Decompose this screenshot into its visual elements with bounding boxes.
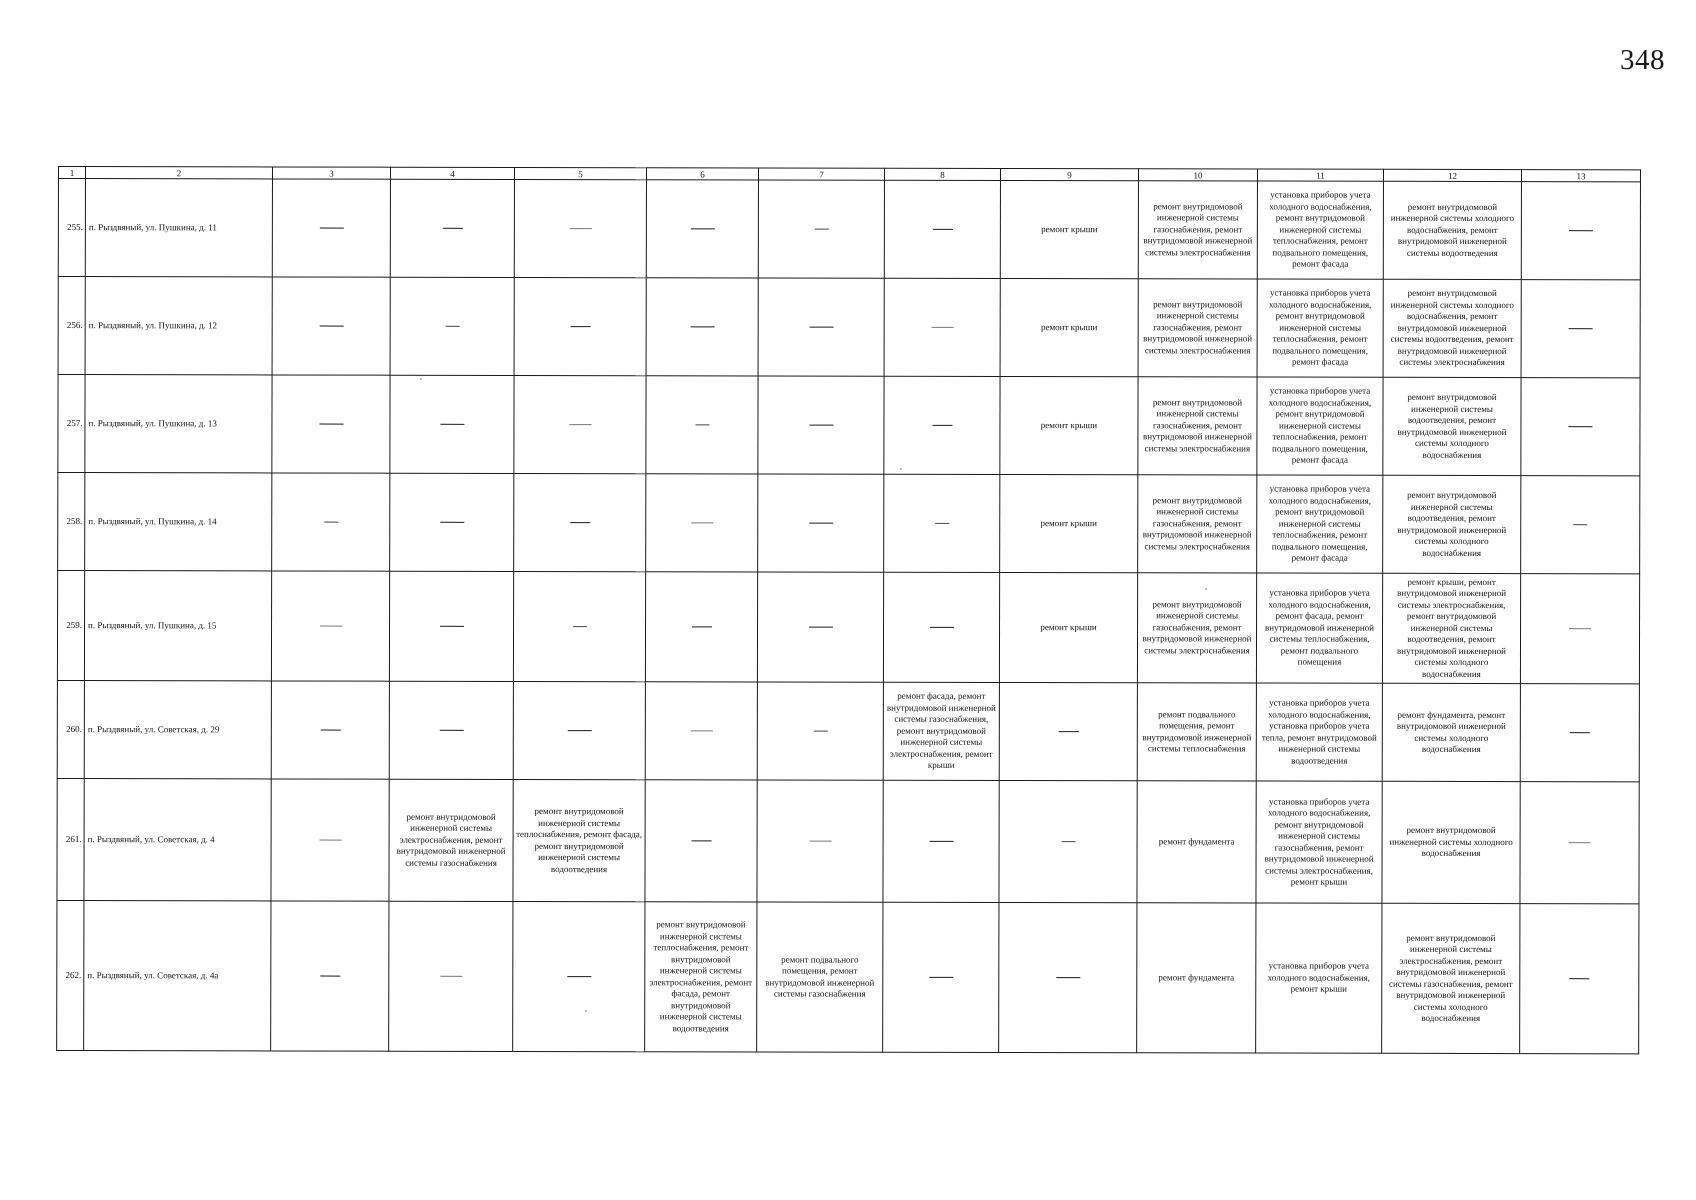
- empty-cell-col-3: [272, 473, 390, 571]
- dash-mark: [324, 522, 338, 523]
- dash-mark: [1058, 731, 1078, 732]
- dash-mark: [932, 425, 952, 426]
- dash-mark: [809, 627, 833, 628]
- dash-mark: [319, 228, 343, 229]
- address-cell: п. Рыздвяный, ул. Советская, д. 29: [84, 681, 271, 779]
- table-row: [58, 179, 1640, 280]
- works-table: [56, 166, 1641, 1054]
- dash-mark: [573, 626, 587, 627]
- dash-mark: [570, 326, 590, 327]
- work-cell-col-10: ремонт внутридомовой инженерной системы газоснабжения, ремонт внутридомовой инженерной системы электроснабжения: [1138, 475, 1257, 573]
- empty-cell-col-5: [513, 901, 645, 1051]
- work-cell-col-10: ремонт внутридомовой инженерной системы газоснабжения, ремонт внутридомовой инженерной системы электроснабжения: [1138, 377, 1257, 475]
- empty-cell-col-4: [390, 473, 514, 571]
- work-cell-col-10: ремонт внутридомовой инженерной системы газоснабжения, ремонт внутридомовой инженерной системы электроснабжения: [1138, 279, 1257, 377]
- work-cell-col-9: ремонт крыши: [1000, 474, 1138, 572]
- empty-cell-col-5: [514, 473, 646, 571]
- dash-mark: [809, 327, 833, 328]
- work-cell-col-11: установка приборов учета холодного водоснабжения, ремонт крыши: [1256, 903, 1382, 1053]
- dash-mark: [814, 229, 828, 230]
- empty-cell-col-4: [389, 571, 513, 681]
- empty-cell-col-13: [1521, 378, 1640, 476]
- empty-cell-col-6: [646, 180, 758, 278]
- dash-mark: [931, 327, 953, 328]
- dash-mark: [929, 977, 953, 978]
- dash-mark: [809, 841, 831, 842]
- dash-mark: [567, 730, 591, 731]
- row-number: 262.: [57, 900, 84, 1050]
- dash-mark: [569, 424, 591, 425]
- dash-mark: [440, 424, 464, 425]
- address-cell: п. Рыздвяный, ул. Пушкина, д. 15: [84, 571, 271, 681]
- dash-mark: [320, 976, 340, 977]
- work-cell-col-10: ремонт фундамента: [1137, 781, 1256, 903]
- work-cell-col-12: ремонт крыши, ремонт внутридомовой инженерной системы электроснабжения, ремонт внутридомовой инженерной системы водоотведения, ремонт внутридомовой инженерной системы холодного водоснабжения: [1382, 573, 1520, 683]
- empty-cell-col-3: [271, 779, 389, 901]
- empty-cell-col-8: [883, 902, 999, 1052]
- empty-cell-col-6: [645, 572, 757, 682]
- dash-mark: [695, 425, 709, 426]
- empty-cell-col-3: [272, 277, 390, 375]
- empty-cell-col-3: [272, 179, 390, 277]
- row-number: 261.: [57, 778, 84, 900]
- empty-cell-col-6: [646, 474, 758, 572]
- work-cell-col-9: ремонт крыши: [1000, 376, 1138, 474]
- table-row: [58, 375, 1640, 476]
- dash-mark: [1569, 328, 1593, 329]
- empty-cell-col-13: [1520, 574, 1639, 684]
- empty-cell-col-7: [758, 474, 884, 572]
- address-cell: п. Рыздвяный, ул. Пушкина, д. 11: [85, 179, 272, 277]
- column-header-12: 12: [1383, 169, 1521, 181]
- row-number: 256.: [58, 277, 85, 375]
- dash-mark: [809, 425, 833, 426]
- empty-cell-col-3: [271, 901, 389, 1051]
- dash-mark: [813, 731, 827, 732]
- page-number: 348: [1620, 44, 1665, 76]
- empty-cell-col-7: [757, 780, 883, 902]
- empty-cell-col-6: [646, 278, 758, 376]
- table-row: [57, 900, 1639, 1053]
- empty-cell-col-8: [883, 572, 999, 682]
- column-header-11: 11: [1257, 169, 1383, 181]
- work-cell-col-9: ремонт крыши: [999, 572, 1137, 682]
- empty-cell-col-6: [645, 780, 757, 902]
- empty-cell-col-13: [1521, 182, 1640, 280]
- dash-mark: [1568, 426, 1592, 427]
- work-cell-col-11: установка приборов учета холодного водоснабжения, ремонт внутридомовой инженерной системы газоснабжения, ремонт внутридомовой инженерной системы электроснабжения, ремонт крыши: [1256, 781, 1382, 903]
- column-header-10: 10: [1138, 169, 1257, 181]
- empty-cell-col-4: [390, 277, 514, 375]
- dash-mark: [320, 626, 342, 627]
- empty-cell-col-5: [513, 571, 645, 681]
- empty-cell-col-4: [389, 681, 513, 779]
- empty-cell-col-6: [646, 376, 758, 474]
- work-cell-col-10: ремонт внутридомовой инженерной системы газоснабжения, ремонт внутридомовой инженерной системы электроснабжения: [1138, 181, 1257, 279]
- work-cell-col-12: ремонт внутридомовой инженерной системы электроснабжения, ремонт внутридомовой инженерной системы газоснабжения, ремонт внутридомовой инженерной системы холодного водоснабжения: [1382, 903, 1520, 1053]
- empty-cell-col-8: [883, 780, 999, 902]
- address-cell: п. Рыздвяный, ул. Пушкина, д. 14: [85, 473, 272, 571]
- empty-cell-col-6: [645, 682, 757, 780]
- empty-cell-col-7: [758, 278, 884, 376]
- table-row: [57, 680, 1639, 781]
- dash-mark: [690, 326, 714, 327]
- empty-cell-col-13: [1521, 476, 1640, 574]
- empty-cell-col-13: [1520, 684, 1639, 782]
- dash-mark: [1569, 230, 1593, 231]
- dash-mark: [1569, 978, 1589, 979]
- row-number: 258.: [58, 473, 85, 571]
- column-header-1: 1: [58, 167, 85, 179]
- dash-mark: [1569, 842, 1591, 843]
- work-cell-col-11: установка приборов учета холодного водоснабжения, ремонт внутридомовой инженерной системы теплоснабжения, ремонт подвального помещения, ремонт фасада: [1257, 279, 1383, 377]
- column-header-13: 13: [1521, 170, 1640, 182]
- dash-mark: [439, 730, 463, 731]
- table-row: [57, 571, 1639, 684]
- empty-cell-col-9: [999, 780, 1137, 902]
- column-header-7: 7: [758, 168, 884, 180]
- dash-mark: [440, 522, 464, 523]
- dash-mark: [809, 523, 833, 524]
- empty-cell-col-4: [390, 375, 514, 473]
- work-cell-col-10: ремонт внутридомовой инженерной системы газоснабжения, ремонт внутридомовой инженерной системы электроснабжения: [1137, 573, 1256, 683]
- work-cell-col-12: ремонт внутридомовой инженерной системы холодного водоснабжения, ремонт внутридомовой инженерной системы водоотведения, ремонт внутридомовой инженерной системы электроснабжения: [1383, 279, 1521, 377]
- dash-mark: [445, 326, 459, 327]
- empty-cell-col-8: [884, 376, 1000, 474]
- empty-cell-col-7: [758, 180, 884, 278]
- empty-cell-col-3: [272, 375, 390, 473]
- dash-mark: [570, 522, 590, 523]
- column-header-2: 2: [85, 167, 272, 179]
- work-cell-col-10: ремонт фундамента: [1137, 903, 1256, 1053]
- work-cell-col-7: ремонт подвального помещения, ремонт внутридомовой инженерной системы газоснабжения: [757, 902, 883, 1052]
- dash-mark: [929, 841, 953, 842]
- work-cell-col-12: ремонт внутридомовой инженерной системы водоотведения, ремонт внутридомовой инженерной системы холодного водоснабжения: [1383, 475, 1521, 573]
- table-row: [58, 277, 1640, 378]
- row-number: 257.: [58, 375, 85, 473]
- empty-cell-col-9: [999, 682, 1137, 780]
- empty-cell-col-7: [758, 376, 884, 474]
- table-row: [57, 778, 1639, 903]
- dash-mark: [1573, 524, 1587, 525]
- dash-mark: [319, 424, 343, 425]
- dash-mark: [1570, 732, 1590, 733]
- address-cell: п. Рыздвяный, ул. Советская, д. 4а: [84, 901, 271, 1051]
- column-header-6: 6: [646, 168, 758, 180]
- empty-cell-col-4: [390, 179, 514, 277]
- address-cell: п. Рыздвяный, ул. Пушкина, д. 13: [85, 375, 272, 473]
- work-cell-col-4: ремонт внутридомовой инженерной системы электроснабжения, ремонт внутридомовой инженерной системы газоснабжения: [389, 779, 513, 901]
- work-cell-col-5: ремонт внутридомовой инженерной системы теплоснабжения, ремонт фасада, ремонт внутридомовой инженерной системы водоотведения: [513, 779, 645, 901]
- dash-mark: [567, 976, 591, 977]
- work-cell-col-6: ремонт внутридомовой инженерной системы теплоснабжения, ремонт внутридомовой инженерной системы электроснабжения, ремонт фасада, ремонт внутридомовой инженерной системы водоотведения: [645, 902, 757, 1052]
- dash-mark: [440, 626, 464, 627]
- column-header-9: 9: [1000, 168, 1138, 180]
- work-cell-col-10: ремонт подвального помещения, ремонт внутридомовой инженерной системы теплоснабжения: [1137, 683, 1256, 781]
- column-header-8: 8: [884, 168, 1000, 180]
- work-cell-col-8: ремонт фасада, ремонт внутридомовой инженерной системы газоснабжения, ремонт внутридомовой инженерной системы электроснабжения, ремонт крыши: [883, 682, 999, 780]
- work-cell-col-11: установка приборов учета холодного водоснабжения, ремонт фасада, ремонт внутридомовой инженерной системы теплоснабжения, ремонт подвального помещения: [1256, 573, 1382, 683]
- empty-cell-col-3: [271, 681, 389, 779]
- column-header-5: 5: [514, 167, 646, 179]
- work-cell-col-9: ремонт крыши: [1000, 278, 1138, 376]
- empty-cell-col-13: [1520, 782, 1639, 904]
- dash-mark: [1569, 628, 1591, 629]
- row-number: 255.: [58, 179, 85, 277]
- row-number: 260.: [57, 680, 84, 778]
- empty-cell-col-3: [271, 571, 389, 681]
- column-header-4: 4: [390, 167, 514, 179]
- dash-mark: [930, 627, 954, 628]
- dash-mark: [691, 523, 713, 524]
- empty-cell-col-13: [1521, 280, 1640, 378]
- dash-mark: [440, 976, 462, 977]
- dash-mark: [569, 228, 591, 229]
- work-cell-col-11: установка приборов учета холодного водоснабжения, ремонт внутридомовой инженерной системы теплоснабжения, ремонт подвального помещения, ремонт фасада: [1257, 181, 1383, 279]
- work-cell-col-12: ремонт фундамента, ремонт внутридомовой инженерной системы холодного водоснабжения: [1382, 683, 1520, 781]
- dash-mark: [690, 228, 714, 229]
- empty-cell-col-7: [757, 682, 883, 780]
- empty-cell-col-5: [514, 375, 646, 473]
- empty-cell-col-5: [514, 277, 646, 375]
- column-header-3: 3: [272, 167, 390, 179]
- work-cell-col-11: установка приборов учета холодного водоснабжения, ремонт внутридомовой инженерной системы теплоснабжения, ремонт подвального помещения, ремонт фасада: [1257, 475, 1383, 573]
- dash-mark: [1056, 977, 1080, 978]
- empty-cell-col-5: [513, 681, 645, 779]
- work-cell-col-9: ремонт крыши: [1000, 180, 1138, 278]
- dash-mark: [319, 840, 341, 841]
- empty-cell-col-9: [999, 902, 1137, 1052]
- dash-mark: [319, 326, 343, 327]
- work-cell-col-12: ремонт внутридомовой инженерной системы холодного водоснабжения: [1382, 781, 1520, 903]
- dash-mark: [935, 523, 949, 524]
- empty-cell-col-8: [884, 180, 1000, 278]
- empty-cell-col-7: [757, 572, 883, 682]
- row-number: 259.: [57, 571, 84, 681]
- dash-mark: [692, 626, 712, 627]
- work-cell-col-11: установка приборов учета холодного водоснабжения, установка приборов учета тепла, ремонт внутридомовой инженерной системы водоотведения: [1256, 683, 1382, 781]
- empty-cell-col-8: [884, 474, 1000, 572]
- work-cell-col-12: ремонт внутридомовой инженерной системы водоотведения, ремонт внутридомовой инженерной системы холодного водоснабжения: [1383, 377, 1521, 475]
- table-row: [58, 473, 1640, 574]
- dash-mark: [690, 731, 712, 732]
- empty-cell-col-5: [514, 179, 646, 277]
- dash-mark: [320, 730, 340, 731]
- dash-mark: [691, 840, 711, 841]
- address-cell: п. Рыздвяный, ул. Советская, д. 4: [84, 779, 271, 901]
- work-cell-col-12: ремонт внутридомовой инженерной системы холодного водоснабжения, ремонт внутридомовой инженерной системы водоотведения: [1383, 181, 1521, 279]
- empty-cell-col-8: [884, 278, 1000, 376]
- empty-cell-col-13: [1520, 904, 1639, 1054]
- address-cell: п. Рыздвяный, ул. Пушкина, д. 12: [85, 277, 272, 375]
- work-cell-col-11: установка приборов учета холодного водоснабжения, ремонт внутридомовой инженерной системы теплоснабжения, ремонт подвального помещения, ремонт фасада: [1257, 377, 1383, 475]
- dash-mark: [442, 228, 462, 229]
- empty-cell-col-4: [389, 901, 513, 1051]
- dash-mark: [932, 229, 952, 230]
- dash-mark: [1061, 841, 1075, 842]
